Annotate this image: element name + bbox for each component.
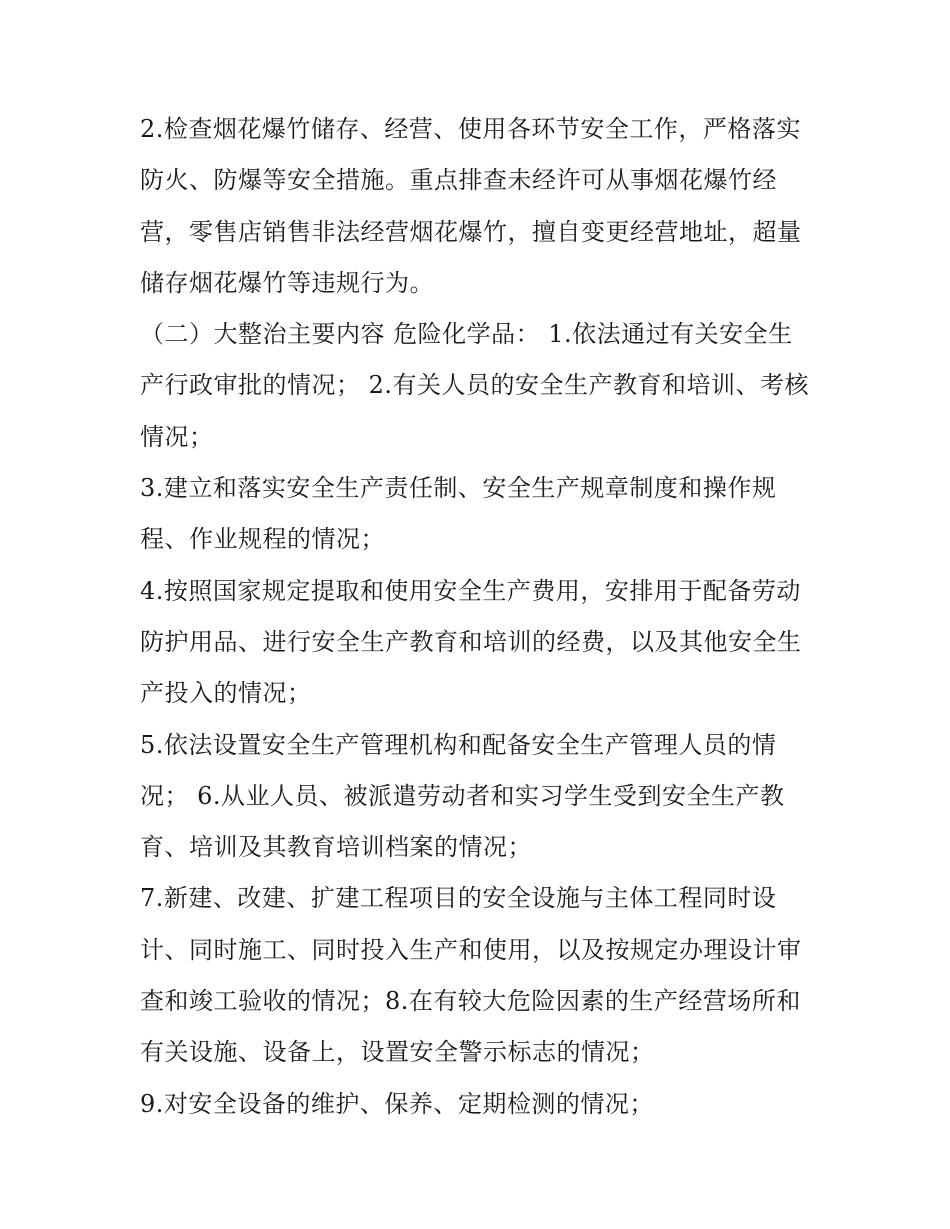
text-line-15: 育、培训及其教育培训档案的情况； xyxy=(140,833,532,862)
text-line-14: 况； 6.从业人员、被派遣劳动者和实习学生受到安全生产教 xyxy=(140,781,785,810)
text-line-11: 防护用品、进行安全生产教育和培训的经费，以及其他安全生 xyxy=(140,627,802,656)
text-line-5: （二）大整治主要内容 危险化学品： 1.依法通过有关安全生 xyxy=(140,320,793,349)
text-line-8: 3.建立和落实安全生产责任制、安全生产规章制度和操作规 xyxy=(140,474,777,503)
text-line-20: 9.对安全设备的维护、保养、定期检测的情况； xyxy=(140,1089,654,1118)
text-line-16: 7.新建、改建、扩建工程项目的安全设施与主体工程同时设 xyxy=(140,884,777,913)
text-line-12: 产投入的情况； xyxy=(140,679,312,708)
text-line-3: 营，零售店销售非法经营烟花爆竹，擅自变更经营地址，超量 xyxy=(140,217,802,246)
text-line-10: 4.按照国家规定提取和使用安全生产费用，安排用于配备劳动 xyxy=(140,576,801,605)
body-text xyxy=(140,104,830,1130)
text-line-18: 查和竣工验收的情况；8.在有较大危险因素的生产经营场所和 xyxy=(140,987,801,1016)
text-line-1: 2.检查烟花爆竹储存、经营、使用各环节安全工作，严格落实 xyxy=(140,115,801,143)
text-line-2: 防火、防爆等安全措施。重点排查未经许可从事烟花爆竹经 xyxy=(140,166,777,195)
text-line-13: 5.依法设置安全生产管理机构和配备安全生产管理人员的情 xyxy=(140,730,777,759)
text-line-17: 计、同时施工、同时投入生产和使用，以及按规定办理设计审 xyxy=(140,935,802,964)
text-line-19: 有关设施、设备上，设置安全警示标志的情况； xyxy=(140,1038,655,1067)
text-line-4: 储存烟花爆竹等违规行为。 xyxy=(140,268,434,297)
text-line-7: 情况； xyxy=(140,422,214,451)
text-line-6: 产行政审批的情况； 2.有关人员的安全生产教育和培训、考核 xyxy=(140,371,810,400)
text-line-9: 程、作业规程的情况； xyxy=(140,525,385,554)
